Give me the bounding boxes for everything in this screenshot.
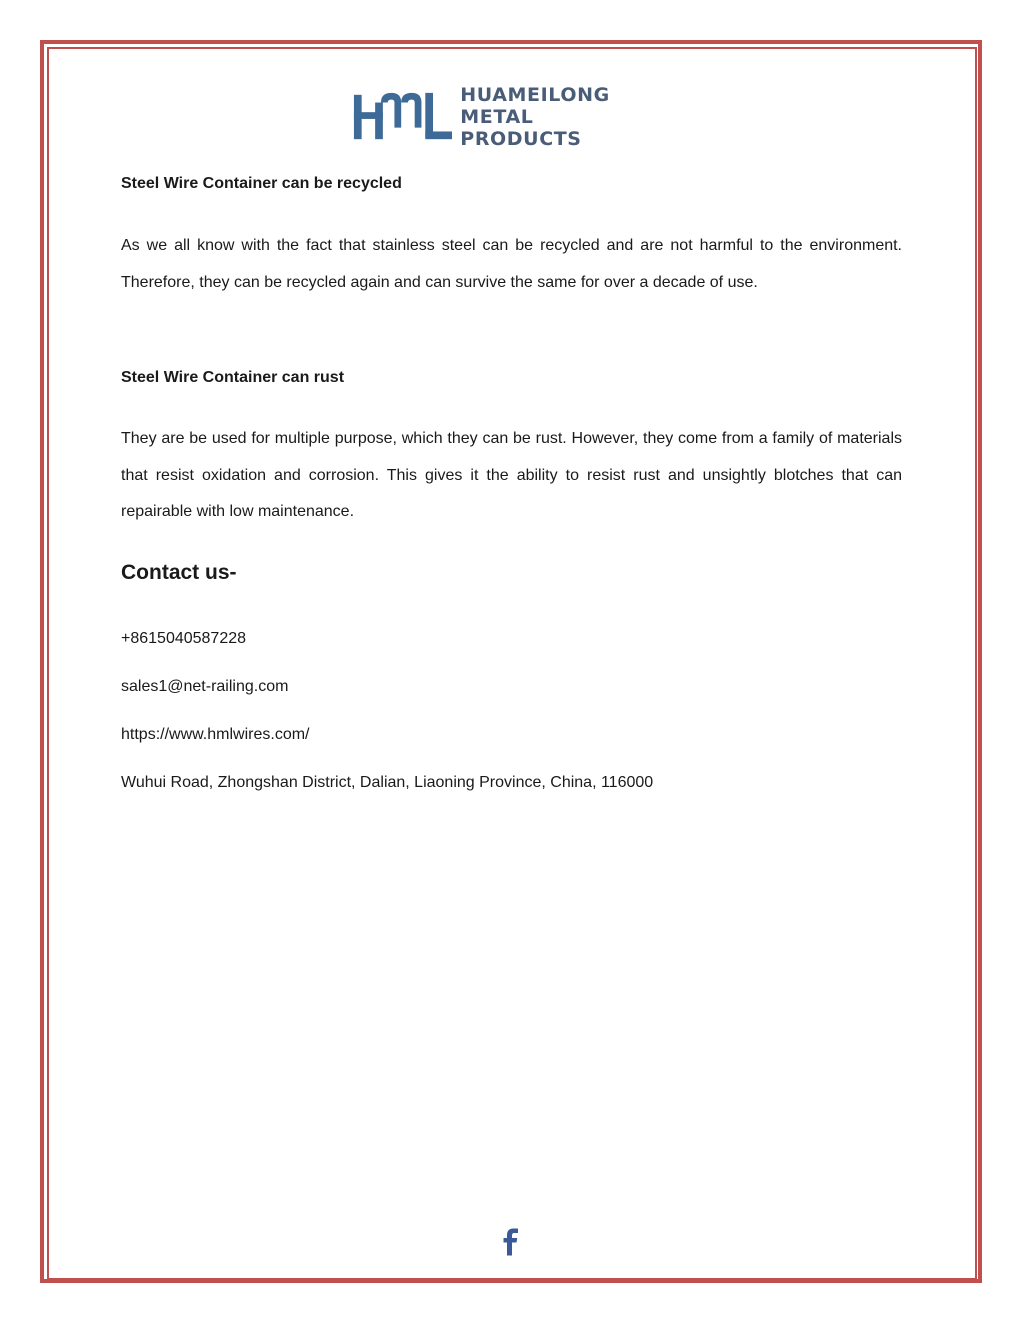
contact-website[interactable]: https://www.hmlwires.com/ <box>121 726 310 743</box>
logo-line-1: HUAMEILONG METAL <box>460 84 610 128</box>
section-heading-rust: Steel Wire Container can rust <box>121 369 345 386</box>
company-logo <box>352 84 682 150</box>
contact-heading: Contact us- <box>121 561 237 584</box>
section-body-rust: They are be used for multiple purpose, which they can be rust. However, they come from a family of materials that resist oxidation and corrosion. This gives it the ability to resist rust and unsightly blotches that can repairable with low maintenance. <box>121 430 902 520</box>
facebook-icon[interactable] <box>501 1228 521 1256</box>
logo-line-2: PRODUCTS <box>460 128 582 150</box>
section-body-recycled: As we all know with the fact that stainless steel can be recycled and are not harmful to the environment. Therefore, they can be recycled again and can survive the same for over a decade of use. <box>121 237 902 291</box>
hml-logo-mark <box>352 88 452 146</box>
contact-phone: +8615040587228 <box>121 630 247 647</box>
contact-address: Wuhui Road, Zhongshan District, Dalian, Liaoning Province, China, 116000 <box>121 774 654 791</box>
section-heading-recycled: Steel Wire Container can be recycled <box>121 175 402 192</box>
logo-wordmark <box>460 84 682 150</box>
contact-email[interactable]: sales1@net-railing.com <box>121 678 289 695</box>
